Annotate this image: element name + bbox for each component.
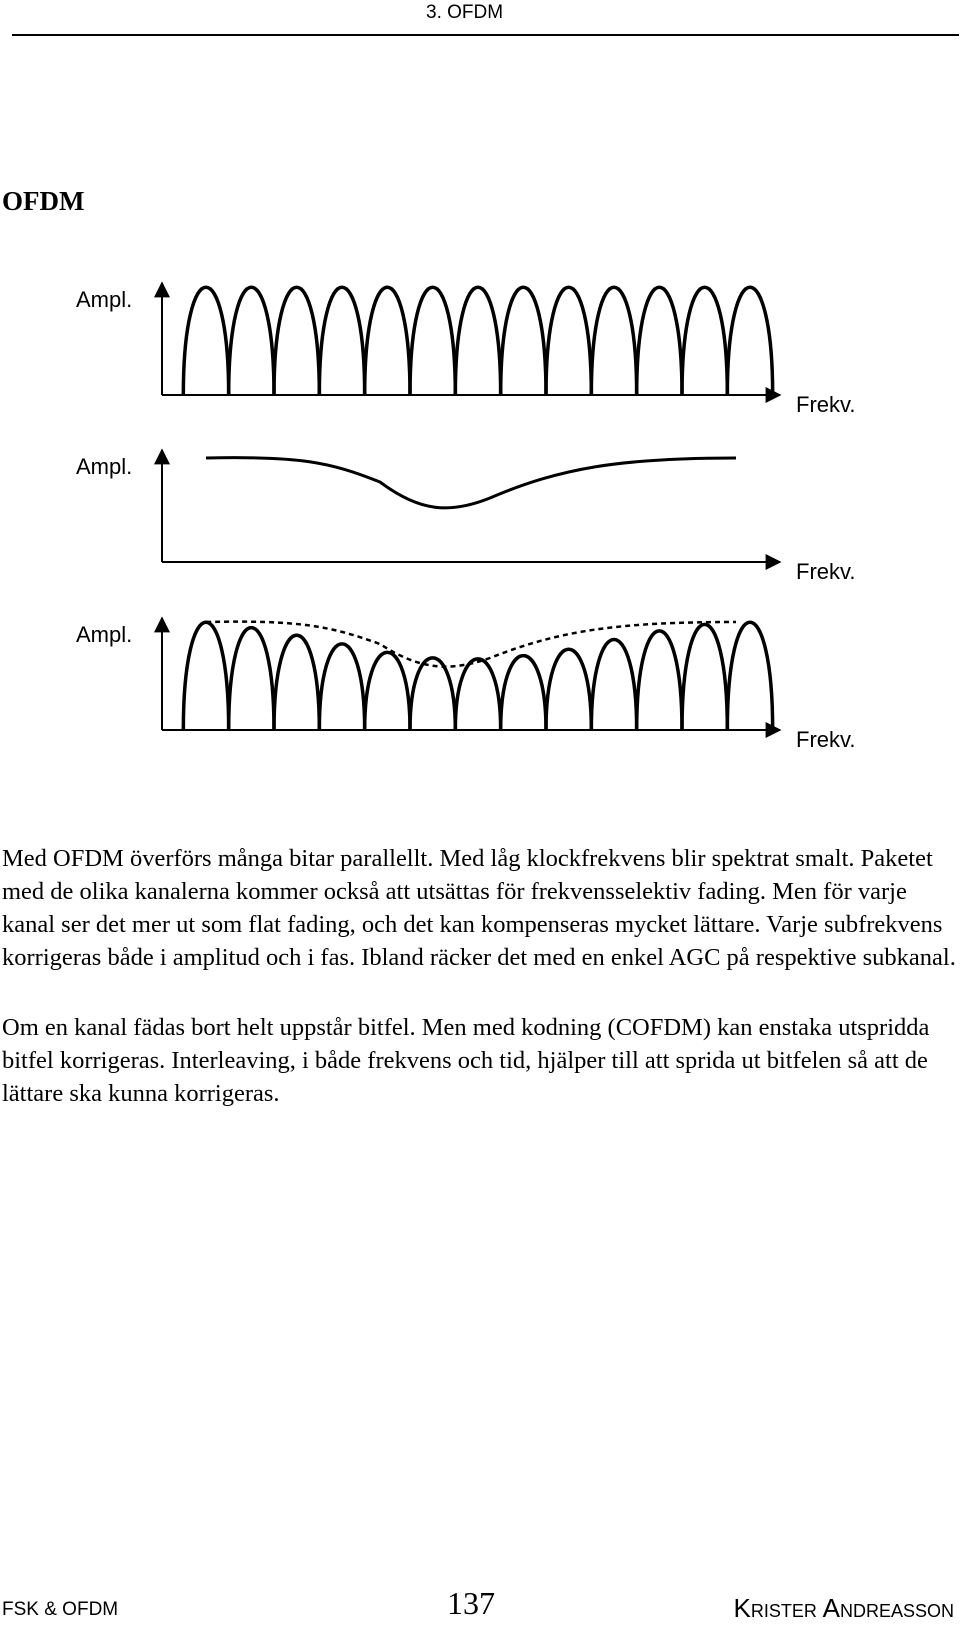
chapter-heading: 3. OFDM: [426, 2, 504, 23]
faded-subcarrier-10: [591, 640, 636, 730]
y-axis-label: Ampl.: [76, 622, 133, 647]
subcarrier-6: [410, 287, 455, 395]
subcarrier-7: [455, 287, 500, 395]
faded-subcarrier-9: [546, 649, 591, 730]
subcarrier-9: [546, 287, 591, 395]
faded-subcarrier-1: [183, 622, 228, 730]
subcarrier-4: [319, 287, 364, 395]
header-rule: [12, 34, 959, 36]
subcarrier-5: [365, 287, 410, 395]
x-axis-label: Frekv.: [796, 727, 856, 752]
faded-subcarrier-5: [365, 652, 410, 730]
faded-subcarrier-11: [637, 631, 682, 730]
subcarrier-11: [637, 287, 682, 395]
spectrum-panel-2: [76, 450, 855, 584]
y-axis-label: Ampl.: [76, 287, 133, 312]
page-number: 137: [447, 1585, 495, 1621]
subcarrier-13: [727, 287, 772, 395]
faded-subcarrier-12: [682, 624, 727, 730]
faded-subcarrier-13: [727, 622, 772, 730]
faded-subcarrier-7: [455, 659, 500, 730]
ofdm-figure: [0, 260, 960, 780]
body-paragraph-1: Med OFDM överförs många bitar parallellt. Med låg klockfrekvens blir spektrat smalt. Paketet med de olika kanalerna kommer också att utsättas för frekvensselektiv fading. Men för varje kanal ser det mer ut som flat fading, och det kan kompenseras mycket lättare. Varje subfrekvens korrigeras både i amplitud och i fas. Ibland räcker det med en enkel AGC på respektive subkanal.: [2, 845, 956, 971]
spectrum-panel-3: [76, 618, 855, 752]
y-axis-label: Ampl.: [76, 454, 133, 479]
spectrum-panel-1: [76, 283, 855, 417]
faded-subcarrier-3: [274, 635, 319, 730]
channel-response-curve: [206, 458, 736, 508]
subcarrier-2: [229, 287, 274, 395]
page-footer: [0, 1585, 960, 1625]
subcarrier-8: [501, 287, 546, 395]
subcarrier-12: [682, 287, 727, 395]
footer-course: FSK & OFDM: [2, 1599, 119, 1620]
section-title: OFDM: [2, 186, 85, 216]
x-axis-label: Frekv.: [796, 559, 856, 584]
subcarrier-10: [591, 287, 636, 395]
body-paragraph-2: Om en kanal fädas bort helt uppstår bitfel. Men med kodning (COFDM) kan enstaka utspridda bitfel korrigeras. Interleaving, i både frekvens och tid, hjälper till att sprida ut bitfelen så att de lättare ska kunna korrigeras.: [2, 1014, 930, 1107]
faded-subcarrier-8: [501, 656, 546, 730]
faded-subcarrier-4: [319, 644, 364, 730]
faded-subcarrier-6: [410, 658, 455, 730]
faded-subcarrier-2: [229, 628, 274, 730]
x-axis-label: Frekv.: [796, 392, 856, 417]
subcarrier-1: [183, 287, 228, 395]
subcarrier-3: [274, 287, 319, 395]
footer-author: Krister Andreasson: [733, 1593, 954, 1623]
